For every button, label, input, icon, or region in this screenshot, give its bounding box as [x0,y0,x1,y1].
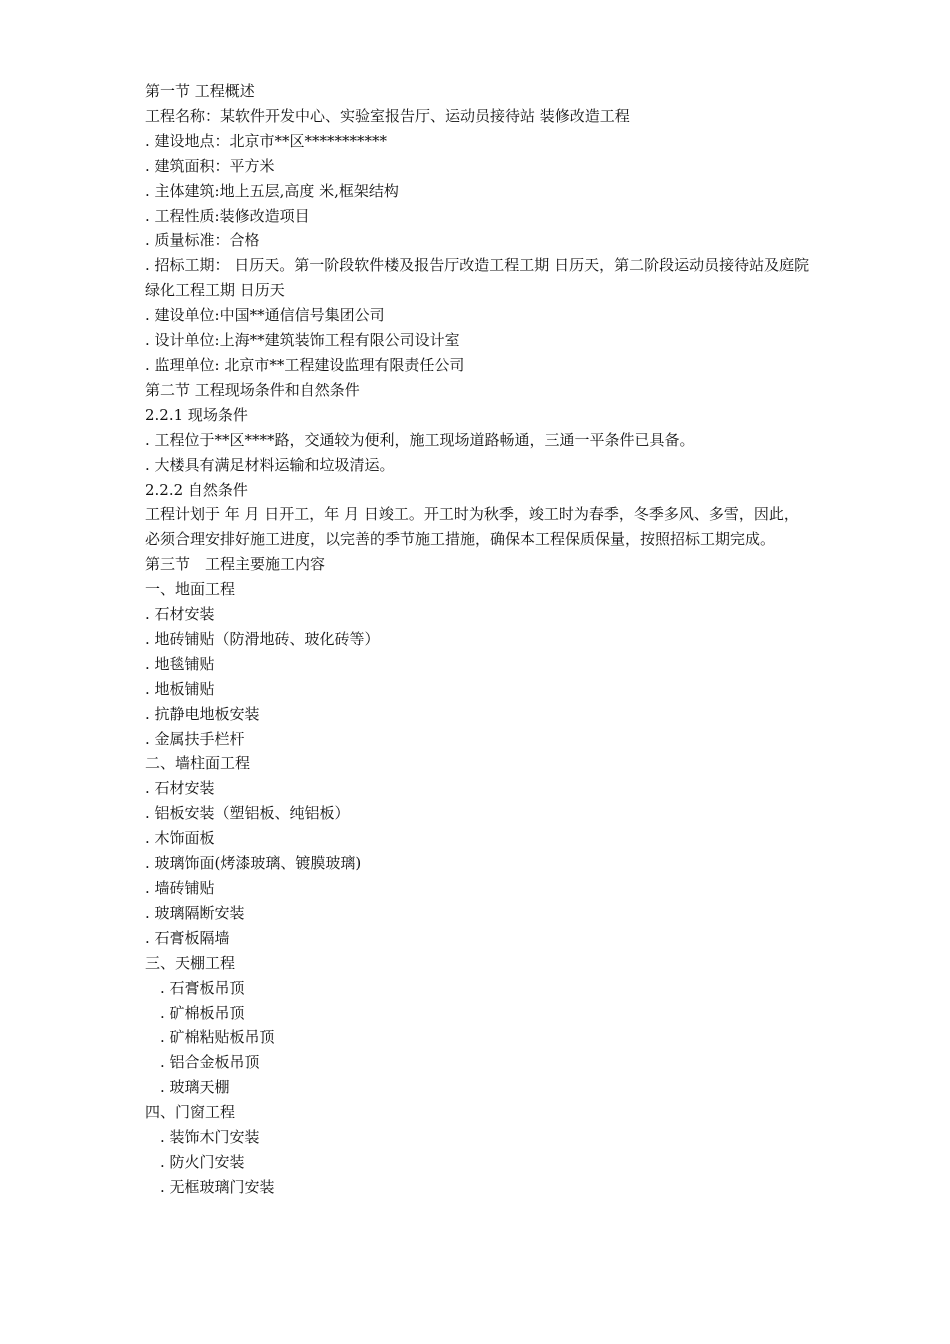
project-name: 工程名称：某软件开发中心、实验室报告厅、运动员接待站 装修改造工程 [145,106,630,125]
list-item: . 矿棉粘贴板吊顶 [160,1028,275,1047]
list-item: . 石膏板吊顶 [160,978,245,997]
section-heading: 第一节 工程概述 [145,82,255,100]
list-item: . 工程位于**区****路，交通较为便利，施工现场道路畅通，三通一平条件已具备。 [145,430,695,449]
list-item: . 木饰面板 [145,829,215,848]
list-item: . 铝合金板吊顶 [160,1053,260,1072]
list-item: . 工程性质:装修改造项目 [145,206,310,225]
body-paragraph: 工程计划于 年 月 日开工，年 月 日竣工。开工时为秋季，竣工时为春季，冬季多风、多雪，因此，必须合理安排好施工进度，以完善的季节施工措施，确保本工程保质保量，按照招标工期完成。 [145,505,799,549]
list-item: . 石膏板隔墙 [145,928,230,947]
section-heading: 第二节 工程现场条件和自然条件 [145,380,360,399]
list-item: . 建设单位:中国**通信信号集团公司 [145,306,385,325]
list-item: . 石材安装 [145,779,215,798]
category-heading: 三、天棚工程 [145,953,236,972]
list-item: . 大楼具有满足材料运输和垃圾清运。 [145,455,395,474]
list-item: . 建筑面积：平方米 [145,156,275,175]
category-heading: 二、墙柱面工程 [145,754,251,773]
list-item: . 金属扶手栏杆 [145,729,245,748]
category-heading: 一、地面工程 [145,580,236,599]
section-heading: 第三节 工程主要施工内容 [145,555,326,574]
list-item: . 招标工期： 日历天。第一阶段软件楼及报告厅改造工程工期 日历天，第二阶段运动员接待站及庭院绿化工程工期 日历天 [145,256,810,300]
subsection-heading: 2.2.1 现场条件 [145,405,248,424]
list-item: . 玻璃天棚 [160,1078,230,1097]
document-body [145,79,810,1200]
list-item: . 地板铺贴 [145,679,215,698]
subsection-heading: 2.2.2 自然条件 [145,480,248,499]
category-heading: 四、门窗工程 [145,1103,236,1122]
list-item: . 质量标准：合格 [145,231,260,250]
list-item: . 玻璃饰面(烤漆玻璃、镀膜玻璃) [145,854,362,873]
list-item: . 抗静电地板安装 [145,704,260,723]
list-item: . 石材安装 [145,605,215,624]
list-item: . 建设地点：北京市**区*********** [145,131,388,150]
list-item: . 矿棉板吊顶 [160,1003,245,1022]
list-item: . 铝板安装（塑铝板、纯铝板） [145,804,350,823]
list-item: . 防火门安装 [160,1152,245,1171]
list-item: . 监理单位: 北京市**工程建设监理有限责任公司 [145,355,465,374]
list-item: . 主体建筑:地上五层,高度 米,框架结构 [145,181,399,200]
list-item: . 装饰木门安装 [160,1128,260,1147]
list-item: . 地毯铺贴 [145,654,215,673]
list-item: . 地砖铺贴（防滑地砖、玻化砖等） [145,629,380,648]
list-item: . 无框玻璃门安装 [160,1177,275,1196]
list-item: . 设计单位:上海**建筑装饰工程有限公司设计室 [145,331,460,350]
list-item: . 墙砖铺贴 [145,879,215,897]
list-item: . 玻璃隔断安装 [145,903,245,922]
